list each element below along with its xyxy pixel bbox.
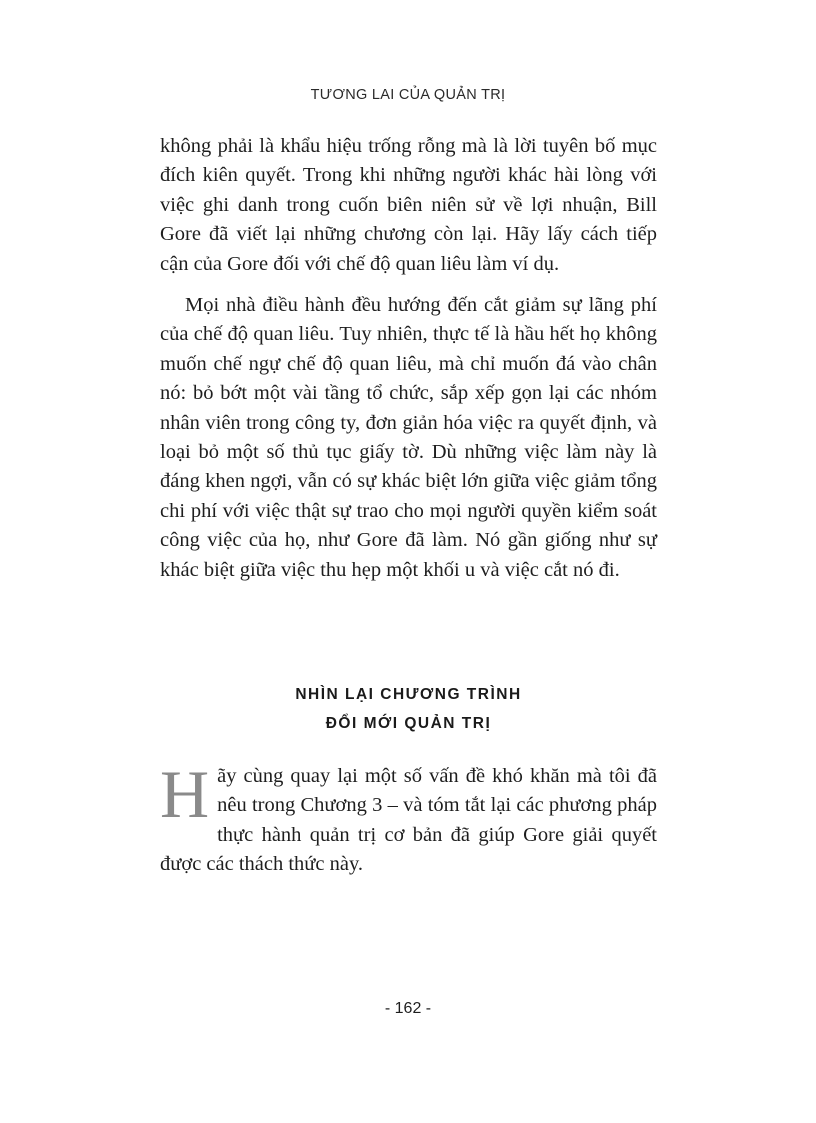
section-paragraph [160,756,657,880]
paragraph-continued: không phải là khẩu hiệu trống rỗng mà là lời tuyên bố mục đích kiên quyết. Trong khi những người khác hài lòng với việc ghi danh trong cuốn biên niên sử về lợi nhuận, Bill Gore đã viết lại những chương còn lại. Hãy lấy cách tiếp cận của Gore đối với chế độ quan liêu làm ví dụ. [160,135,657,275]
page-number: - 162 - [384,1000,432,1017]
drop-cap: H [160,756,210,832]
section-heading-line-2: ĐỔI MỚI QUẢN TRỊ [325,715,492,732]
section-heading-line-1: NHÌN LẠI CHƯƠNG TRÌNH [295,686,522,703]
section-heading [160,680,657,738]
running-head: TƯƠNG LAI CỦA QUẢN TRỊ [310,87,506,103]
body-text [160,132,657,585]
section-paragraph-text: ãy cùng quay lại một số vấn đề khó khăn mà tôi đã nêu trong Chương 3 – và tóm tắt lại các phương pháp thực hành quản trị cơ bản đã giúp Gore giải quyết được các thách thức này. [160,765,657,876]
paragraph-bureaucracy: Mọi nhà điều hành đều hướng đến cắt giảm sự lãng phí của chế độ quan liêu. Tuy nhiên, thực tế là hầu hết họ không muốn chế ngự chế độ quan liêu, mà chỉ muốn đá vào chân nó: bỏ bớt một vài tầng tổ chức, sắp xếp gọn lại các nhóm nhân viên trong công ty, đơn giản hóa việc ra quyết định, và loại bỏ một số thủ tục giấy tờ. Dù những việc làm này là đáng khen ngợi, vẫn có sự khác biệt lớn giữa việc giảm tổng chi phí với việc thật sự trao cho mọi người quyền kiểm soát công việc của họ, như Gore đã làm. Nó gần giống như sự khác biệt giữa việc thu hẹp một khối u và việc cắt nó đi. [160,294,657,581]
